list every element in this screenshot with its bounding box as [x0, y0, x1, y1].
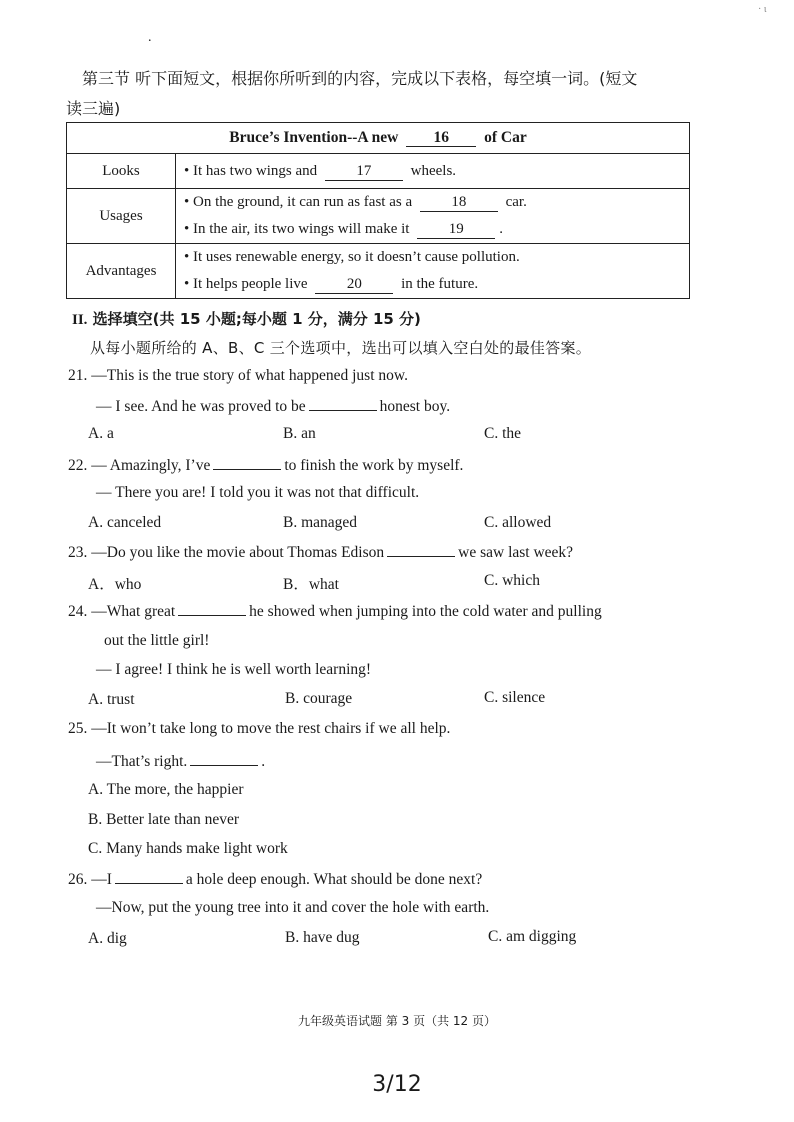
- answer-blank-19: 19: [417, 221, 495, 239]
- answer-blank: [213, 455, 281, 470]
- row-content-looks: [176, 154, 690, 189]
- question-text-post: to finish the work by myself.: [284, 457, 464, 474]
- question-text-post: he showed when jumping into the cold water and pulling: [249, 603, 602, 620]
- table-line: [184, 216, 681, 243]
- question-22-line1: [68, 455, 463, 475]
- option-c: C. the: [484, 425, 522, 442]
- section2-heading: [72, 308, 421, 329]
- line-text-post: .: [499, 221, 503, 237]
- row-content-usages: [176, 189, 690, 244]
- question-21-line2: [96, 396, 450, 416]
- option-c: C. silence: [484, 689, 546, 706]
- answer-blank-18: 18: [420, 194, 498, 212]
- question-text: — There you are! I told you it was not that difficult.: [96, 484, 420, 501]
- option-a: A．who: [88, 576, 142, 593]
- question-text: — I agree! I think he is well worth learning!: [96, 661, 372, 678]
- option-a: A. dig: [88, 930, 127, 947]
- option-b: B．what: [283, 576, 339, 593]
- option-b: B. managed: [283, 514, 358, 531]
- corner-mark: · ι: [758, 4, 767, 15]
- question-text: 21. —This is the true story of what happened just now.: [68, 367, 408, 384]
- invention-table: [66, 122, 690, 299]
- section3-heading-line2: 读三遍): [66, 99, 121, 118]
- answer-blank: [115, 869, 183, 884]
- row-content-advantages: [176, 244, 690, 299]
- option-c: C. Many hands make light work: [88, 840, 288, 857]
- scan-mark: .: [148, 30, 152, 45]
- option-b: B. Better late than never: [88, 811, 240, 828]
- question-26-line2: [96, 899, 489, 917]
- option-b: B. an: [283, 425, 316, 442]
- line-text: • On the ground, it can run as fast as a: [184, 194, 413, 210]
- question-24-line3: [96, 661, 371, 679]
- question-text: —That’s right.: [96, 753, 188, 770]
- section2-numeral: II.: [72, 312, 88, 328]
- question-text: 23. —Do you like the movie about Thomas Edison: [68, 544, 385, 561]
- question-text: 22. — Amazingly, I’ve: [68, 457, 211, 474]
- question-text-post: .: [261, 753, 266, 770]
- answer-blank-17: 17: [325, 163, 403, 181]
- question-21-line1: [68, 367, 408, 385]
- question-text: —Now, put the young tree into it and cover the hole with earth.: [96, 899, 490, 916]
- line-text: • It has two wings and: [184, 162, 318, 179]
- option-c: C. am digging: [488, 928, 577, 945]
- option-a: A. trust: [88, 691, 135, 708]
- answer-blank: [309, 396, 377, 411]
- answer-blank-16: 16: [406, 129, 476, 147]
- question-text: out the little girl!: [104, 632, 210, 649]
- question-text: 24. —What great: [68, 603, 176, 620]
- row-label-looks: Looks: [67, 154, 176, 189]
- option-a: A. canceled: [88, 514, 162, 531]
- line-text: • It helps people live: [184, 276, 308, 292]
- row-label-advantages: Advantages: [67, 244, 176, 299]
- section3-heading-line1: 第三节 听下面短文，根据你所听到的内容，完成以下表格，每空填一词。(短文: [82, 69, 638, 88]
- answer-blank: [387, 542, 455, 557]
- answer-blank: [190, 751, 258, 766]
- table-title: [67, 123, 690, 154]
- page-number: 3/12: [372, 1072, 422, 1097]
- question-24-line2: [104, 632, 209, 650]
- line-text: • It uses renewable energy, so it doesn’t cause pollution.: [184, 249, 520, 265]
- question-25-line1: [68, 720, 450, 738]
- section2-title: 选择填空(共 15 小题;每小题 1 分，满分 15 分): [92, 310, 421, 328]
- line-text-post: in the future.: [401, 276, 479, 292]
- question-24-line1: [68, 601, 602, 621]
- page-footer: 九年级英语试题 第 3 页（共 12 页）: [298, 1014, 496, 1028]
- answer-blank: [178, 601, 246, 616]
- question-23-line1: [68, 542, 573, 562]
- option-b: B. courage: [285, 690, 353, 707]
- section3-heading: [66, 64, 706, 124]
- line-text-post: wheels.: [410, 162, 457, 179]
- table-line: [184, 244, 681, 271]
- question-text-post: a hole deep enough. What should be done next?: [185, 871, 483, 888]
- question-26-line1: [68, 869, 482, 889]
- question-text: 26. —I: [68, 871, 112, 888]
- answer-blank-20: 20: [315, 276, 393, 294]
- row-label-usages: Usages: [67, 189, 176, 244]
- table-title-pre: Bruce’s Invention--A new: [229, 129, 399, 146]
- section2-instruction: 从每小题所给的 A、B、C 三个选项中，选出可以填入空白处的最佳答案。: [90, 339, 592, 357]
- option-a: A. a: [88, 425, 114, 442]
- question-text-post: we saw last week?: [458, 544, 574, 561]
- line-text-post: car.: [505, 194, 527, 210]
- table-line: [184, 158, 681, 185]
- option-a: A. The more, the happier: [88, 781, 244, 798]
- table-line: [184, 271, 681, 298]
- question-text: 25. —It won’t take long to move the rest chairs if we all help.: [68, 720, 451, 737]
- table-title-post: of Car: [484, 129, 527, 146]
- line-text: • In the air, its two wings will make it: [184, 221, 410, 237]
- question-text-post: honest boy.: [379, 398, 451, 415]
- table-line: [184, 189, 681, 216]
- question-25-line2: [96, 751, 265, 771]
- option-b: B. have dug: [285, 929, 360, 946]
- question-22-line2: [96, 484, 419, 502]
- question-text: — I see. And he was proved to be: [96, 398, 306, 415]
- option-c: C. which: [484, 572, 540, 589]
- option-c: C. allowed: [484, 514, 552, 531]
